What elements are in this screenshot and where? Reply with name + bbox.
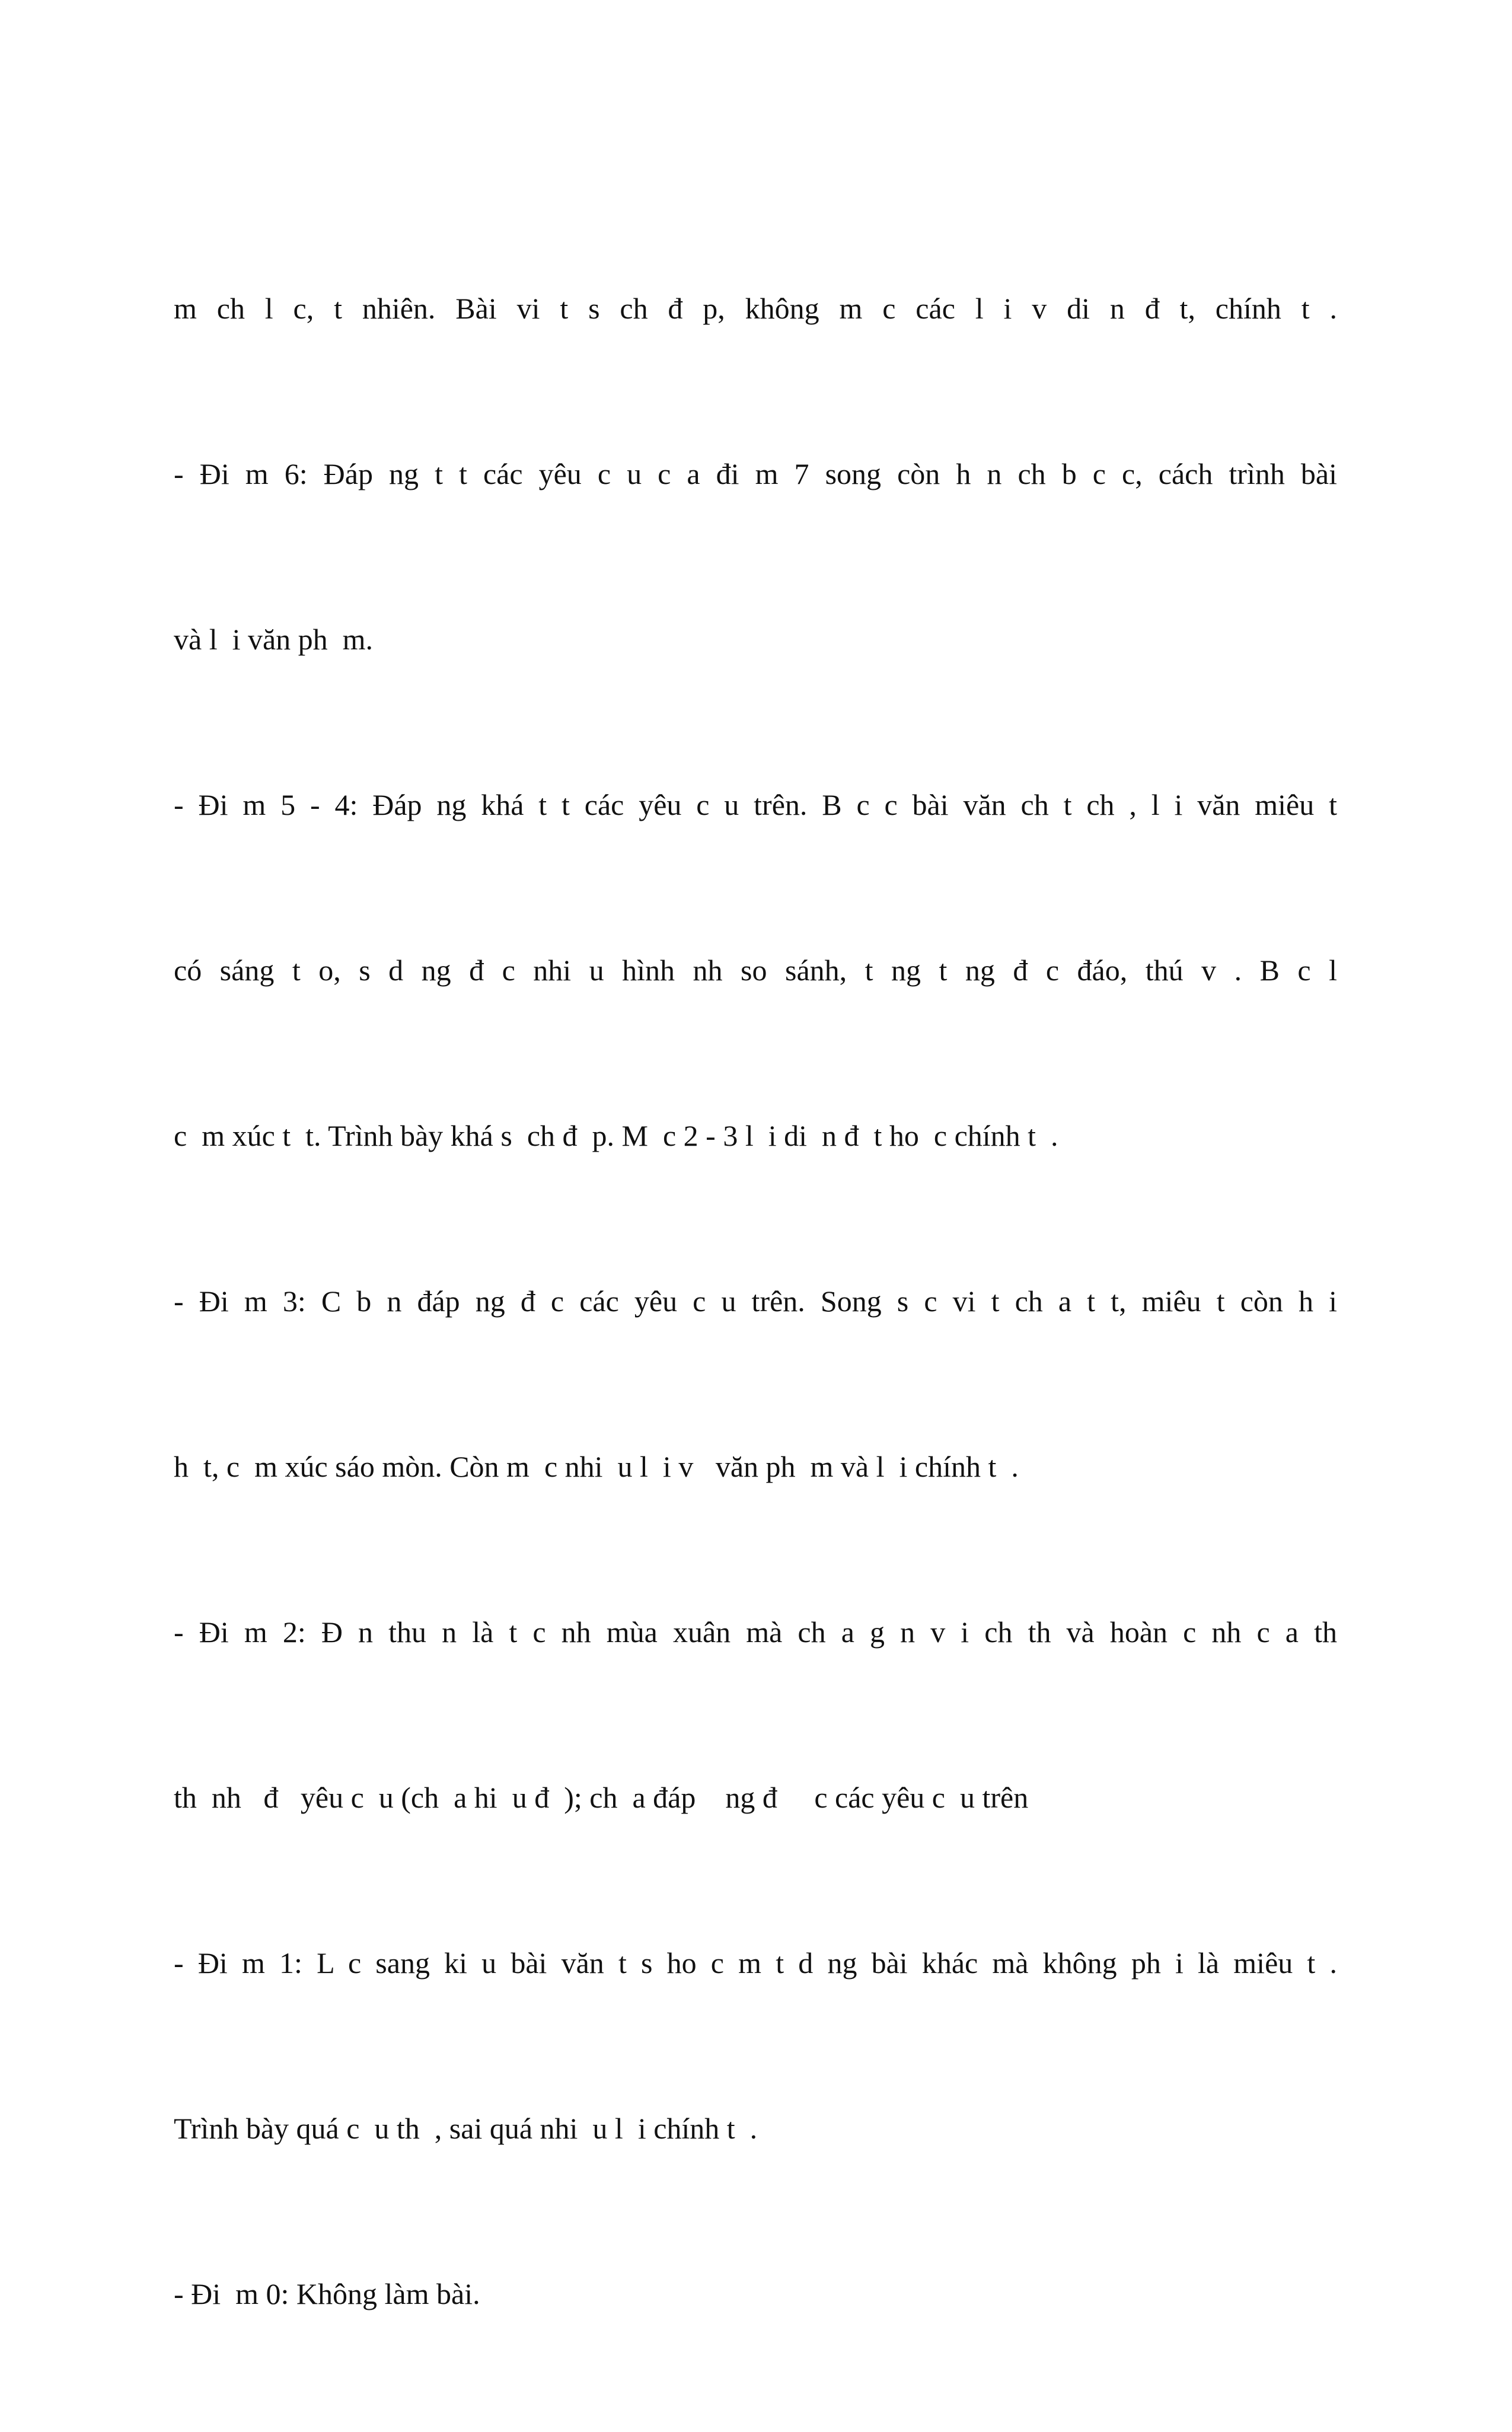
text-line: Trình bày quá c u th , sai quá nhi u l i chính t . [174, 2112, 758, 2145]
text-line: h t, c m xúc sáo mòn. Còn m c nhi u l i v văn ph m và l i chính t . [174, 1450, 1019, 1483]
text-line: - Đi m 0: Không làm bài. [174, 2277, 480, 2310]
text-line: m ch l c, t nhiên. Bài vi t s ch đ p, không m c các l i v di n đ t, chính t . [174, 292, 1337, 325]
text-line: có sáng t o, s d ng đ c nhi u hình nh so sánh, t ng t ng đ c đáo, thú v . B c l [174, 954, 1337, 987]
text-line: - Đi m 6: Đáp ng t t các yêu c u c a đi m 7 song còn h n ch b c c, cách trình bài [174, 457, 1337, 490]
text-line: và l i văn ph m. [174, 623, 374, 656]
text-line: c m xúc t t. Trình bày khá s ch đ p. M c 2 - 3 l i di n đ t ho c chính t . [174, 1119, 1058, 1152]
text-line: - Đi m 5 - 4: Đáp ng khá t t các yêu c u trên. B c c bài văn ch t ch , l i văn miêu t [174, 788, 1337, 821]
text-line: - Đi m 3: C b n đáp ng đ c các yêu c u trên. Song s c vi t ch a t t, miêu t còn h i [174, 1284, 1337, 1318]
document-body [174, 171, 1337, 2432]
text-line: th nh đ yêu c u (ch a hi u đ ); ch a đáp ng đ c các yêu c u trên [174, 1781, 1029, 1814]
text-line: - Đi m 1: L c sang ki u bài văn t s ho c m t d ng bài khác mà không ph i là miêu t . [174, 1946, 1337, 1980]
text-line: - Đi m 2: Đ n thu n là t c nh mùa xuân mà ch a g n v i ch th và hoàn c nh c a th [174, 1615, 1337, 1649]
